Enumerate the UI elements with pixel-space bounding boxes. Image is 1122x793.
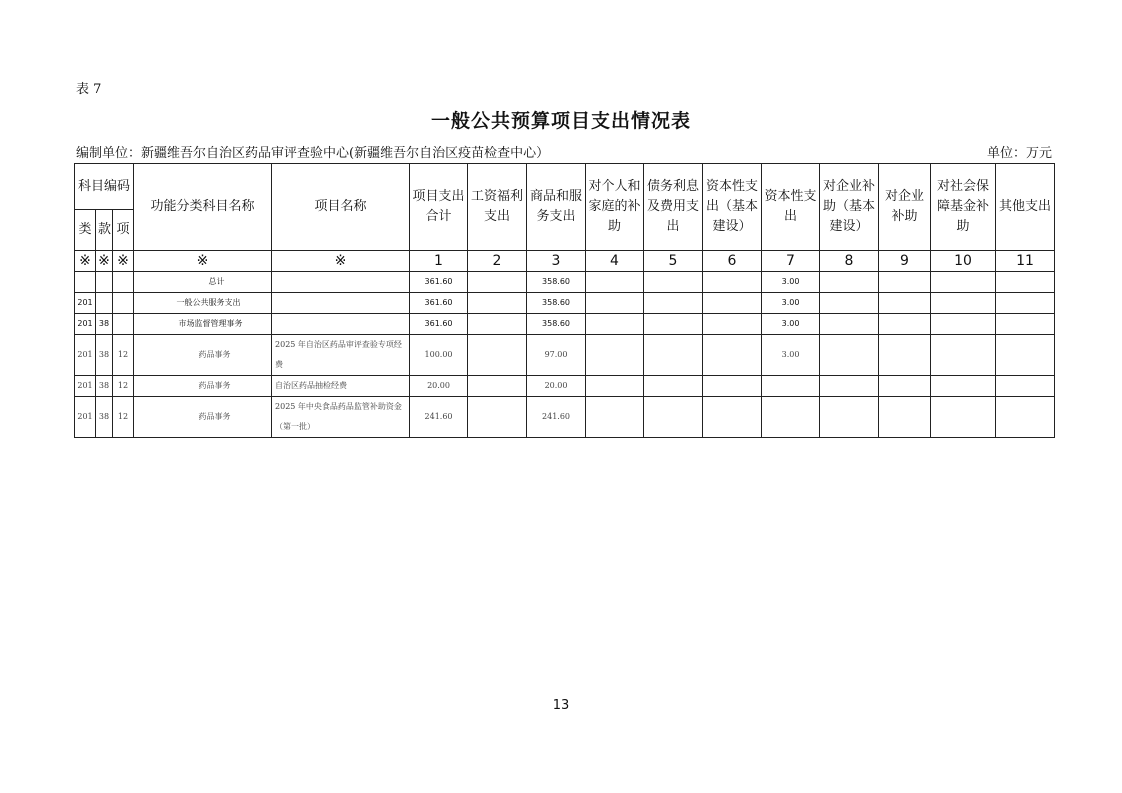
- cell-func-name: 药品事务: [134, 335, 272, 376]
- cell-xiang: [113, 293, 134, 314]
- cell-social: [931, 293, 996, 314]
- table-row: [75, 314, 1055, 335]
- cell-debt: [644, 376, 703, 397]
- header-personal: 对个人和家庭的补助: [586, 164, 644, 251]
- cell-enterprise-basic: [820, 397, 879, 438]
- cell-capital: 3.00: [762, 314, 820, 335]
- cell-total: 361.60: [410, 293, 468, 314]
- header-kuan: 款: [96, 210, 113, 251]
- marker-cell: 3: [527, 251, 586, 272]
- cell-salary: [468, 293, 527, 314]
- header-capital: 资本性支出: [762, 164, 820, 251]
- header-row-1: [75, 164, 1055, 210]
- cell-capital: 3.00: [762, 293, 820, 314]
- marker-cell: ※: [113, 251, 134, 272]
- cell-debt: [644, 293, 703, 314]
- header-social: 对社会保障基金补助: [931, 164, 996, 251]
- cell-total: 100.00: [410, 335, 468, 376]
- cell-xiang: 12: [113, 376, 134, 397]
- marker-cell: 11: [996, 251, 1055, 272]
- header-enterprise-basic: 对企业补助（基本建设）: [820, 164, 879, 251]
- cell-debt: [644, 272, 703, 293]
- cell-personal: [586, 397, 644, 438]
- header-enterprise: 对企业补助: [879, 164, 931, 251]
- cell-other: [996, 293, 1055, 314]
- table-row: [75, 397, 1055, 438]
- cell-lei: 201: [75, 335, 96, 376]
- cell-capital: 3.00: [762, 335, 820, 376]
- header-project-name: 项目名称: [272, 164, 410, 251]
- cell-other: [996, 335, 1055, 376]
- cell-salary: [468, 335, 527, 376]
- cell-capital: 3.00: [762, 272, 820, 293]
- cell-personal: [586, 335, 644, 376]
- cell-goods: 358.60: [527, 314, 586, 335]
- cell-personal: [586, 293, 644, 314]
- cell-lei: 201: [75, 397, 96, 438]
- marker-cell: 7: [762, 251, 820, 272]
- cell-salary: [468, 397, 527, 438]
- cell-capital-basic: [703, 376, 762, 397]
- cell-total: 361.60: [410, 272, 468, 293]
- cell-total: 361.60: [410, 314, 468, 335]
- cell-project: [272, 314, 410, 335]
- cell-kuan: 38: [96, 335, 113, 376]
- cell-xiang: [113, 314, 134, 335]
- header-func-name: 功能分类科目名称: [134, 164, 272, 251]
- header-goods: 商品和服务支出: [527, 164, 586, 251]
- cell-capital: [762, 397, 820, 438]
- compiling-unit: 编制单位：新疆维吾尔自治区药品审评查验中心(新疆维吾尔自治区疫苗检查中心）: [76, 146, 550, 161]
- cell-func-name: 药品事务: [134, 376, 272, 397]
- cell-xiang: [113, 272, 134, 293]
- cell-capital-basic: [703, 335, 762, 376]
- cell-debt: [644, 335, 703, 376]
- cell-goods: 241.60: [527, 397, 586, 438]
- cell-other: [996, 314, 1055, 335]
- cell-project: [272, 293, 410, 314]
- cell-func-name: 药品事务: [134, 397, 272, 438]
- cell-enterprise: [879, 397, 931, 438]
- header-capital-basic: 资本性支出（基本建设）: [703, 164, 762, 251]
- header-salary: 工资福利支出: [468, 164, 527, 251]
- cell-enterprise: [879, 376, 931, 397]
- cell-lei: 201: [75, 376, 96, 397]
- cell-personal: [586, 272, 644, 293]
- cell-lei: 201: [75, 314, 96, 335]
- cell-project: 2025 年自治区药品审评查验专项经费: [272, 335, 410, 376]
- cell-enterprise: [879, 293, 931, 314]
- marker-cell: 9: [879, 251, 931, 272]
- cell-social: [931, 397, 996, 438]
- cell-kuan: 38: [96, 314, 113, 335]
- cell-enterprise-basic: [820, 272, 879, 293]
- currency-unit: 单位：万元: [986, 146, 1052, 161]
- budget-table: [74, 163, 1055, 438]
- cell-debt: [644, 397, 703, 438]
- cell-enterprise: [879, 335, 931, 376]
- cell-goods: 20.00: [527, 376, 586, 397]
- marker-cell: ※: [134, 251, 272, 272]
- cell-capital-basic: [703, 397, 762, 438]
- cell-enterprise-basic: [820, 293, 879, 314]
- marker-cell: ※: [272, 251, 410, 272]
- header-total: 项目支出合计: [410, 164, 468, 251]
- cell-other: [996, 272, 1055, 293]
- table-row: [75, 272, 1055, 293]
- marker-cell: ※: [75, 251, 96, 272]
- cell-func-name: 一般公共服务支出: [134, 293, 272, 314]
- table-row: [75, 293, 1055, 314]
- marker-cell: 10: [931, 251, 996, 272]
- cell-personal: [586, 314, 644, 335]
- table-row: [75, 335, 1055, 376]
- cell-enterprise: [879, 314, 931, 335]
- marker-cell: 2: [468, 251, 527, 272]
- cell-goods: 97.00: [527, 335, 586, 376]
- cell-social: [931, 376, 996, 397]
- cell-social: [931, 314, 996, 335]
- cell-personal: [586, 376, 644, 397]
- cell-project: 自治区药品抽检经费: [272, 376, 410, 397]
- cell-total: 241.60: [410, 397, 468, 438]
- marker-cell: 1: [410, 251, 468, 272]
- cell-func-name: 市场监督管理事务: [134, 314, 272, 335]
- cell-xiang: 12: [113, 335, 134, 376]
- cell-goods: 358.60: [527, 272, 586, 293]
- cell-debt: [644, 314, 703, 335]
- header-other: 其他支出: [996, 164, 1055, 251]
- header-code-group: 科目编码: [75, 164, 134, 210]
- cell-project: [272, 272, 410, 293]
- cell-kuan: 38: [96, 397, 113, 438]
- header-xiang: 项: [113, 210, 134, 251]
- cell-capital-basic: [703, 272, 762, 293]
- cell-total: 20.00: [410, 376, 468, 397]
- cell-other: [996, 376, 1055, 397]
- header-lei: 类: [75, 210, 96, 251]
- cell-xiang: 12: [113, 397, 134, 438]
- cell-project: 2025 年中央食品药品监管补助资金（第一批）: [272, 397, 410, 438]
- header-debt: 债务利息及费用支出: [644, 164, 703, 251]
- cell-capital-basic: [703, 293, 762, 314]
- cell-salary: [468, 314, 527, 335]
- cell-salary: [468, 376, 527, 397]
- page-number: 13: [552, 698, 570, 713]
- page-title: 一般公共预算项目支出情况表: [430, 110, 691, 132]
- cell-capital: [762, 376, 820, 397]
- cell-enterprise-basic: [820, 314, 879, 335]
- marker-cell: 4: [586, 251, 644, 272]
- cell-kuan: [96, 272, 113, 293]
- table-row: [75, 376, 1055, 397]
- cell-enterprise-basic: [820, 376, 879, 397]
- cell-func-name: 总计: [134, 272, 272, 293]
- marker-row: [75, 251, 1055, 272]
- cell-other: [996, 397, 1055, 438]
- cell-lei: 201: [75, 293, 96, 314]
- marker-cell: 6: [703, 251, 762, 272]
- cell-goods: 358.60: [527, 293, 586, 314]
- table-label: 表 7: [76, 82, 102, 97]
- cell-lei: [75, 272, 96, 293]
- cell-enterprise-basic: [820, 335, 879, 376]
- cell-enterprise: [879, 272, 931, 293]
- cell-kuan: 38: [96, 376, 113, 397]
- cell-salary: [468, 272, 527, 293]
- marker-cell: 8: [820, 251, 879, 272]
- marker-cell: 5: [644, 251, 703, 272]
- cell-social: [931, 335, 996, 376]
- marker-cell: ※: [96, 251, 113, 272]
- cell-social: [931, 272, 996, 293]
- cell-capital-basic: [703, 314, 762, 335]
- cell-kuan: [96, 293, 113, 314]
